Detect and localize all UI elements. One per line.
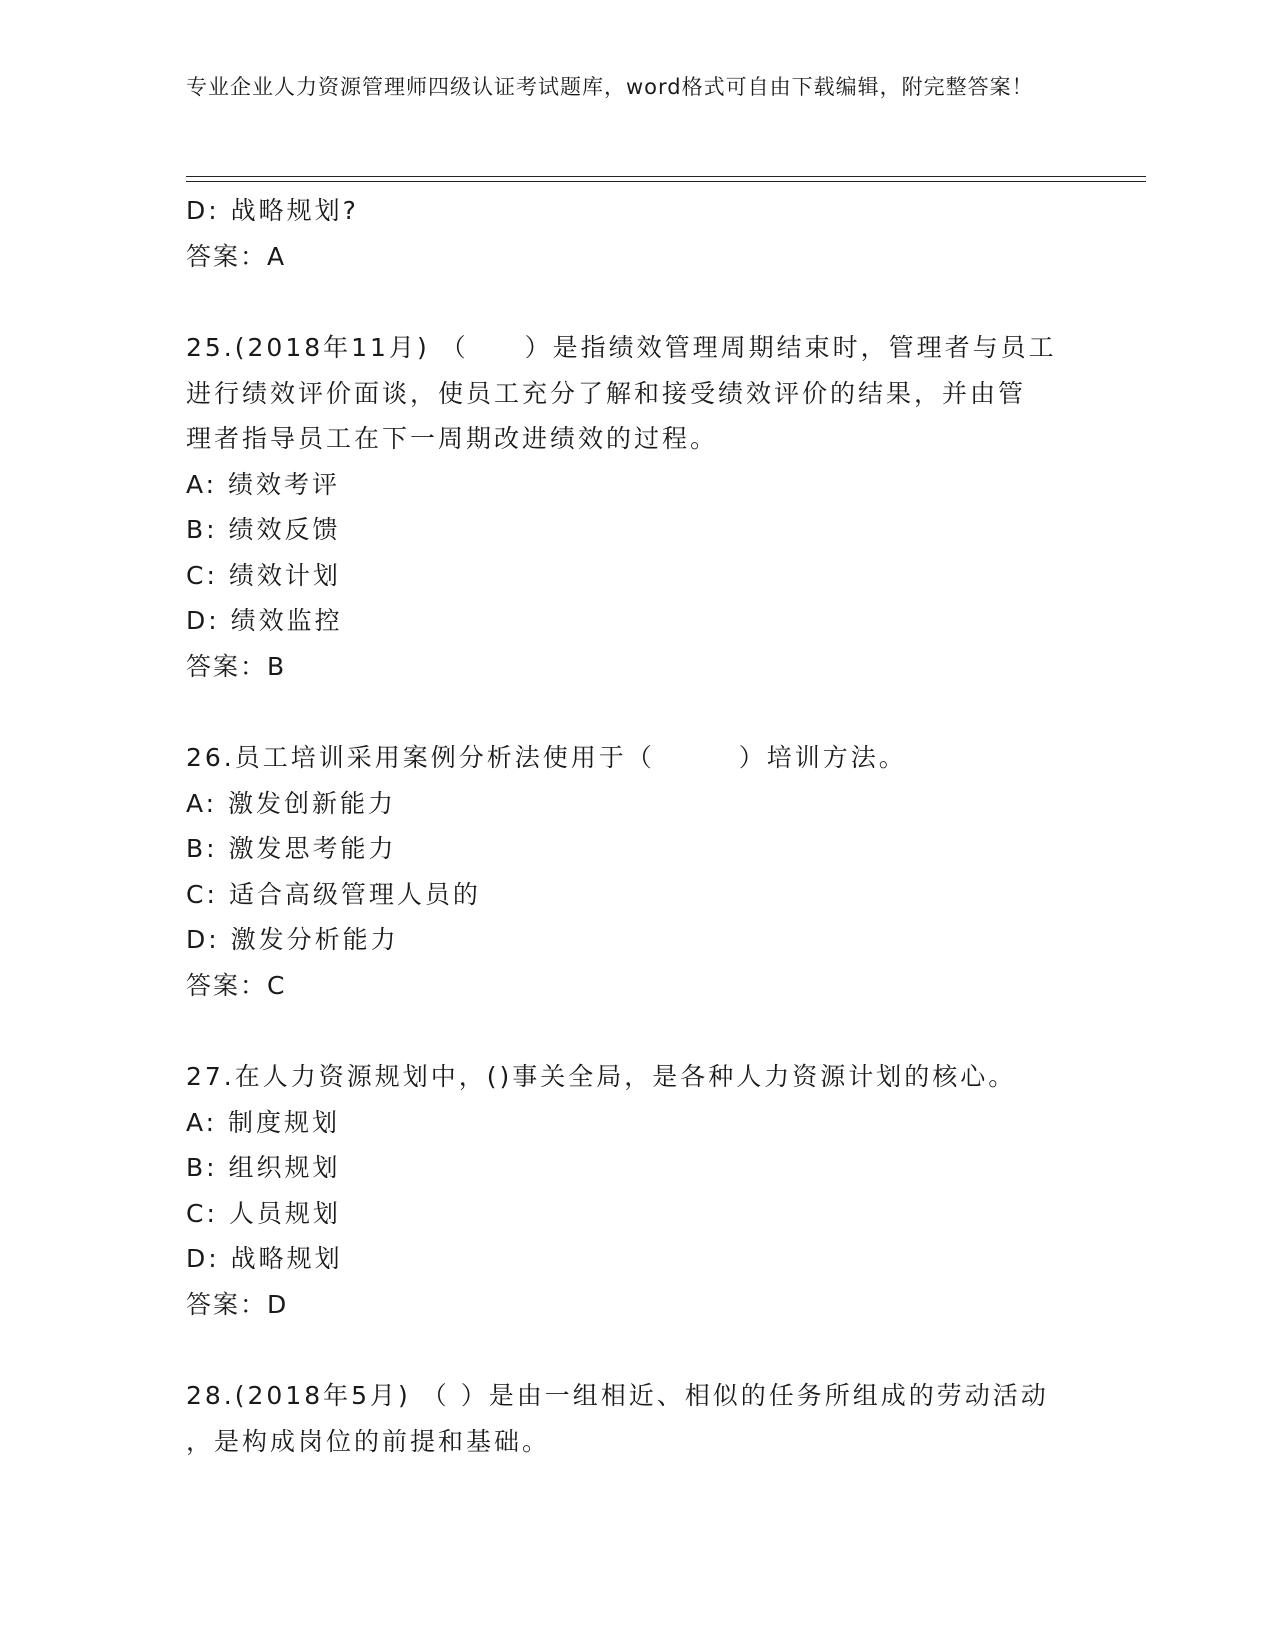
answer-text: 答案：C bbox=[186, 970, 287, 1000]
question-25 bbox=[186, 325, 1086, 689]
question-text-line: 27.在人力资源规划中，()事关全局，是各种人力资源计划的核心。 bbox=[186, 1062, 1017, 1091]
question-text-line: 进行绩效评价面谈，使员工充分了解和接受绩效评价的结果，并由管 bbox=[186, 378, 1027, 408]
option-a: A: 绩效考评 bbox=[186, 469, 341, 499]
option-c: C: 适合高级管理人员的 bbox=[186, 879, 481, 909]
question-24-tail bbox=[186, 188, 1086, 279]
option-b: B: 绩效反馈 bbox=[186, 515, 341, 544]
document-header bbox=[186, 72, 1066, 103]
option-c: C: 人员规划 bbox=[186, 1198, 341, 1228]
option-d: D: 战略规划? bbox=[186, 196, 359, 225]
question-text-line: 26.员工培训采用案例分析法使用于（ ）培训方法。 bbox=[186, 743, 907, 772]
option-c: C: 绩效计划 bbox=[186, 560, 341, 590]
option-b: B: 激发思考能力 bbox=[186, 834, 397, 863]
option-a: A: 制度规划 bbox=[186, 1107, 341, 1137]
question-list bbox=[186, 188, 1086, 1464]
answer-text: 答案：A bbox=[186, 241, 287, 271]
question-27 bbox=[186, 1054, 1086, 1327]
option-d: D: 绩效监控 bbox=[186, 606, 343, 635]
option-d: D: 激发分析能力 bbox=[186, 925, 399, 954]
option-d: D: 战略规划 bbox=[186, 1244, 343, 1273]
question-28 bbox=[186, 1373, 1086, 1464]
question-text-line: 25.(2018年11月) （ ）是指绩效管理周期结束时，管理者与员工 bbox=[186, 333, 1057, 362]
option-b: B: 组织规划 bbox=[186, 1153, 341, 1182]
header-rule-bottom bbox=[186, 181, 1146, 182]
question-text-line: 理者指导员工在下一周期改进绩效的过程。 bbox=[186, 424, 719, 453]
question-text-line: ，是构成岗位的前提和基础。 bbox=[186, 1426, 551, 1456]
question-text-line: 28.(2018年5月) （ ）是由一组相近、相似的任务所组成的劳动活动 bbox=[186, 1381, 1049, 1410]
answer-text: 答案：B bbox=[186, 651, 287, 681]
option-a: A: 激发创新能力 bbox=[186, 788, 397, 818]
header-rule-top bbox=[186, 176, 1146, 177]
question-26 bbox=[186, 735, 1086, 1008]
header-text: 专业企业人力资源管理师四级认证考试题库，word格式可自由下载编辑，附完整答案！ bbox=[186, 75, 1034, 99]
answer-text: 答案：D bbox=[186, 1289, 289, 1319]
